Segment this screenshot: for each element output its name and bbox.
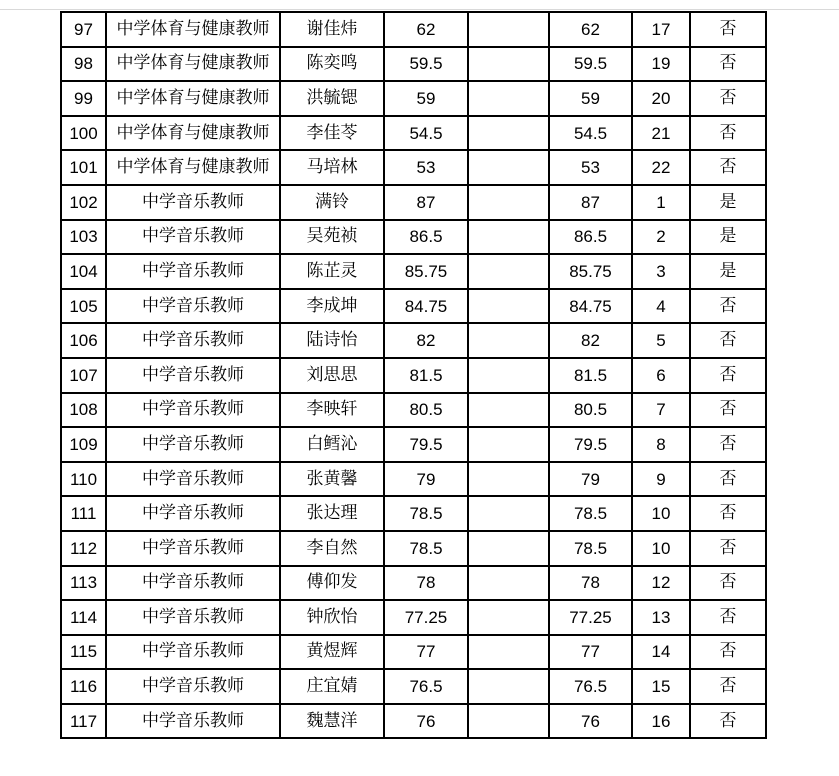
exam-score-cell: 77.25 bbox=[384, 600, 468, 635]
bonus-score-cell bbox=[468, 704, 549, 739]
candidate-name-cell: 陆诗怡 bbox=[280, 323, 384, 358]
table-row bbox=[61, 116, 766, 151]
position-name-cell: 中学音乐教师 bbox=[106, 220, 280, 255]
bonus-score-cell bbox=[468, 358, 549, 393]
total-score-cell: 59.5 bbox=[549, 47, 632, 82]
total-score-cell: 62 bbox=[549, 12, 632, 47]
candidate-name-cell: 满铃 bbox=[280, 185, 384, 220]
exam-score-cell: 59.5 bbox=[384, 47, 468, 82]
rank-cell: 1 bbox=[632, 185, 690, 220]
rank-cell: 15 bbox=[632, 669, 690, 704]
exam-score-cell: 82 bbox=[384, 323, 468, 358]
row-number-cell: 102 bbox=[61, 185, 106, 220]
total-score-cell: 76 bbox=[549, 704, 632, 739]
row-number-cell: 117 bbox=[61, 704, 106, 739]
table-row bbox=[61, 185, 766, 220]
total-score-cell: 54.5 bbox=[549, 116, 632, 151]
row-number-cell: 115 bbox=[61, 635, 106, 670]
candidate-name-cell: 张黄馨 bbox=[280, 462, 384, 497]
table-row bbox=[61, 531, 766, 566]
table-row bbox=[61, 566, 766, 601]
table-row bbox=[61, 358, 766, 393]
row-number-cell: 105 bbox=[61, 289, 106, 324]
rank-cell: 20 bbox=[632, 81, 690, 116]
candidate-name-cell: 吴苑祯 bbox=[280, 220, 384, 255]
bonus-score-cell bbox=[468, 220, 549, 255]
rank-cell: 13 bbox=[632, 600, 690, 635]
exam-score-cell: 85.75 bbox=[384, 254, 468, 289]
rank-cell: 2 bbox=[632, 220, 690, 255]
candidate-name-cell: 谢佳炜 bbox=[280, 12, 384, 47]
bonus-score-cell bbox=[468, 531, 549, 566]
table-row bbox=[61, 150, 766, 185]
exam-score-cell: 77 bbox=[384, 635, 468, 670]
table-row bbox=[61, 704, 766, 739]
position-name-cell: 中学音乐教师 bbox=[106, 393, 280, 428]
rank-cell: 9 bbox=[632, 462, 690, 497]
candidate-name-cell: 陈奕鸣 bbox=[280, 47, 384, 82]
interview-flag-cell: 否 bbox=[690, 566, 766, 601]
exam-score-cell: 53 bbox=[384, 150, 468, 185]
rank-cell: 7 bbox=[632, 393, 690, 428]
rank-cell: 12 bbox=[632, 566, 690, 601]
total-score-cell: 87 bbox=[549, 185, 632, 220]
table-row bbox=[61, 496, 766, 531]
exam-score-cell: 86.5 bbox=[384, 220, 468, 255]
interview-flag-cell: 否 bbox=[690, 47, 766, 82]
rank-cell: 14 bbox=[632, 635, 690, 670]
row-number-cell: 97 bbox=[61, 12, 106, 47]
table-body bbox=[61, 12, 766, 738]
candidate-name-cell: 陈芷灵 bbox=[280, 254, 384, 289]
candidate-name-cell: 李成坤 bbox=[280, 289, 384, 324]
position-name-cell: 中学音乐教师 bbox=[106, 635, 280, 670]
bonus-score-cell bbox=[468, 600, 549, 635]
interview-flag-cell: 否 bbox=[690, 323, 766, 358]
total-score-cell: 79.5 bbox=[549, 427, 632, 462]
interview-flag-cell: 否 bbox=[690, 427, 766, 462]
row-number-cell: 113 bbox=[61, 566, 106, 601]
bonus-score-cell bbox=[468, 566, 549, 601]
interview-flag-cell: 否 bbox=[690, 289, 766, 324]
row-number-cell: 101 bbox=[61, 150, 106, 185]
bonus-score-cell bbox=[468, 185, 549, 220]
exam-score-cell: 78.5 bbox=[384, 531, 468, 566]
interview-flag-cell: 否 bbox=[690, 150, 766, 185]
table-row bbox=[61, 635, 766, 670]
total-score-cell: 77 bbox=[549, 635, 632, 670]
row-number-cell: 112 bbox=[61, 531, 106, 566]
candidate-name-cell: 傅仰发 bbox=[280, 566, 384, 601]
total-score-cell: 59 bbox=[549, 81, 632, 116]
row-number-cell: 111 bbox=[61, 496, 106, 531]
position-name-cell: 中学音乐教师 bbox=[106, 185, 280, 220]
table-row bbox=[61, 12, 766, 47]
table-row bbox=[61, 289, 766, 324]
total-score-cell: 81.5 bbox=[549, 358, 632, 393]
position-name-cell: 中学音乐教师 bbox=[106, 462, 280, 497]
page-top-divider bbox=[0, 9, 839, 10]
position-name-cell: 中学体育与健康教师 bbox=[106, 47, 280, 82]
total-score-cell: 53 bbox=[549, 150, 632, 185]
interview-flag-cell: 否 bbox=[690, 600, 766, 635]
candidate-name-cell: 马培林 bbox=[280, 150, 384, 185]
candidate-name-cell: 魏慧洋 bbox=[280, 704, 384, 739]
bonus-score-cell bbox=[468, 669, 549, 704]
table-row bbox=[61, 323, 766, 358]
total-score-cell: 84.75 bbox=[549, 289, 632, 324]
rank-cell: 22 bbox=[632, 150, 690, 185]
table-row bbox=[61, 600, 766, 635]
total-score-cell: 85.75 bbox=[549, 254, 632, 289]
interview-flag-cell: 否 bbox=[690, 531, 766, 566]
candidate-name-cell: 刘思思 bbox=[280, 358, 384, 393]
exam-score-cell: 59 bbox=[384, 81, 468, 116]
exam-score-cell: 78 bbox=[384, 566, 468, 601]
row-number-cell: 116 bbox=[61, 669, 106, 704]
interview-flag-cell: 否 bbox=[690, 462, 766, 497]
row-number-cell: 98 bbox=[61, 47, 106, 82]
exam-score-cell: 87 bbox=[384, 185, 468, 220]
interview-flag-cell: 是 bbox=[690, 254, 766, 289]
row-number-cell: 99 bbox=[61, 81, 106, 116]
rank-cell: 21 bbox=[632, 116, 690, 151]
interview-flag-cell: 否 bbox=[690, 116, 766, 151]
bonus-score-cell bbox=[468, 81, 549, 116]
table-row bbox=[61, 462, 766, 497]
table-row bbox=[61, 669, 766, 704]
total-score-cell: 76.5 bbox=[549, 669, 632, 704]
total-score-cell: 80.5 bbox=[549, 393, 632, 428]
bonus-score-cell bbox=[468, 462, 549, 497]
exam-score-cell: 79.5 bbox=[384, 427, 468, 462]
exam-score-cell: 84.75 bbox=[384, 289, 468, 324]
interview-flag-cell: 否 bbox=[690, 358, 766, 393]
interview-flag-cell: 否 bbox=[690, 393, 766, 428]
bonus-score-cell bbox=[468, 393, 549, 428]
candidate-name-cell: 钟欣怡 bbox=[280, 600, 384, 635]
bonus-score-cell bbox=[468, 12, 549, 47]
position-name-cell: 中学音乐教师 bbox=[106, 600, 280, 635]
rank-cell: 10 bbox=[632, 531, 690, 566]
interview-flag-cell: 否 bbox=[690, 635, 766, 670]
interview-flag-cell: 否 bbox=[690, 12, 766, 47]
position-name-cell: 中学音乐教师 bbox=[106, 323, 280, 358]
interview-flag-cell: 否 bbox=[690, 496, 766, 531]
bonus-score-cell bbox=[468, 427, 549, 462]
total-score-cell: 77.25 bbox=[549, 600, 632, 635]
rank-cell: 16 bbox=[632, 704, 690, 739]
bonus-score-cell bbox=[468, 289, 549, 324]
exam-score-cell: 76 bbox=[384, 704, 468, 739]
position-name-cell: 中学音乐教师 bbox=[106, 566, 280, 601]
row-number-cell: 109 bbox=[61, 427, 106, 462]
exam-score-cell: 62 bbox=[384, 12, 468, 47]
interview-flag-cell: 是 bbox=[690, 220, 766, 255]
bonus-score-cell bbox=[468, 323, 549, 358]
exam-score-cell: 78.5 bbox=[384, 496, 468, 531]
total-score-cell: 86.5 bbox=[549, 220, 632, 255]
table-row bbox=[61, 47, 766, 82]
bonus-score-cell bbox=[468, 116, 549, 151]
interview-flag-cell: 否 bbox=[690, 704, 766, 739]
rank-cell: 3 bbox=[632, 254, 690, 289]
row-number-cell: 108 bbox=[61, 393, 106, 428]
table-row bbox=[61, 427, 766, 462]
row-number-cell: 103 bbox=[61, 220, 106, 255]
total-score-cell: 78.5 bbox=[549, 531, 632, 566]
position-name-cell: 中学音乐教师 bbox=[106, 254, 280, 289]
candidate-name-cell: 李映轩 bbox=[280, 393, 384, 428]
position-name-cell: 中学音乐教师 bbox=[106, 289, 280, 324]
exam-score-cell: 80.5 bbox=[384, 393, 468, 428]
total-score-cell: 82 bbox=[549, 323, 632, 358]
candidate-name-cell: 白鳕沁 bbox=[280, 427, 384, 462]
exam-score-cell: 81.5 bbox=[384, 358, 468, 393]
rank-cell: 4 bbox=[632, 289, 690, 324]
candidate-name-cell: 李佳苓 bbox=[280, 116, 384, 151]
candidate-name-cell: 洪毓锶 bbox=[280, 81, 384, 116]
position-name-cell: 中学音乐教师 bbox=[106, 358, 280, 393]
candidate-name-cell: 庄宜婧 bbox=[280, 669, 384, 704]
bonus-score-cell bbox=[468, 635, 549, 670]
position-name-cell: 中学体育与健康教师 bbox=[106, 150, 280, 185]
position-name-cell: 中学体育与健康教师 bbox=[106, 12, 280, 47]
candidate-name-cell: 李自然 bbox=[280, 531, 384, 566]
row-number-cell: 107 bbox=[61, 358, 106, 393]
position-name-cell: 中学体育与健康教师 bbox=[106, 81, 280, 116]
table-row bbox=[61, 393, 766, 428]
bonus-score-cell bbox=[468, 254, 549, 289]
position-name-cell: 中学音乐教师 bbox=[106, 496, 280, 531]
row-number-cell: 106 bbox=[61, 323, 106, 358]
row-number-cell: 110 bbox=[61, 462, 106, 497]
bonus-score-cell bbox=[468, 150, 549, 185]
table-row bbox=[61, 81, 766, 116]
interview-flag-cell: 否 bbox=[690, 669, 766, 704]
rank-cell: 5 bbox=[632, 323, 690, 358]
exam-score-cell: 54.5 bbox=[384, 116, 468, 151]
score-table bbox=[60, 11, 767, 739]
rank-cell: 10 bbox=[632, 496, 690, 531]
position-name-cell: 中学体育与健康教师 bbox=[106, 116, 280, 151]
position-name-cell: 中学音乐教师 bbox=[106, 704, 280, 739]
interview-flag-cell: 否 bbox=[690, 81, 766, 116]
position-name-cell: 中学音乐教师 bbox=[106, 427, 280, 462]
exam-score-cell: 76.5 bbox=[384, 669, 468, 704]
table-row bbox=[61, 220, 766, 255]
total-score-cell: 78 bbox=[549, 566, 632, 601]
row-number-cell: 100 bbox=[61, 116, 106, 151]
candidate-name-cell: 张达理 bbox=[280, 496, 384, 531]
row-number-cell: 104 bbox=[61, 254, 106, 289]
rank-cell: 17 bbox=[632, 12, 690, 47]
bonus-score-cell bbox=[468, 496, 549, 531]
total-score-cell: 79 bbox=[549, 462, 632, 497]
position-name-cell: 中学音乐教师 bbox=[106, 531, 280, 566]
rank-cell: 8 bbox=[632, 427, 690, 462]
exam-score-cell: 79 bbox=[384, 462, 468, 497]
rank-cell: 19 bbox=[632, 47, 690, 82]
row-number-cell: 114 bbox=[61, 600, 106, 635]
position-name-cell: 中学音乐教师 bbox=[106, 669, 280, 704]
rank-cell: 6 bbox=[632, 358, 690, 393]
candidate-name-cell: 黄煜辉 bbox=[280, 635, 384, 670]
interview-flag-cell: 是 bbox=[690, 185, 766, 220]
total-score-cell: 78.5 bbox=[549, 496, 632, 531]
table-row bbox=[61, 254, 766, 289]
bonus-score-cell bbox=[468, 47, 549, 82]
